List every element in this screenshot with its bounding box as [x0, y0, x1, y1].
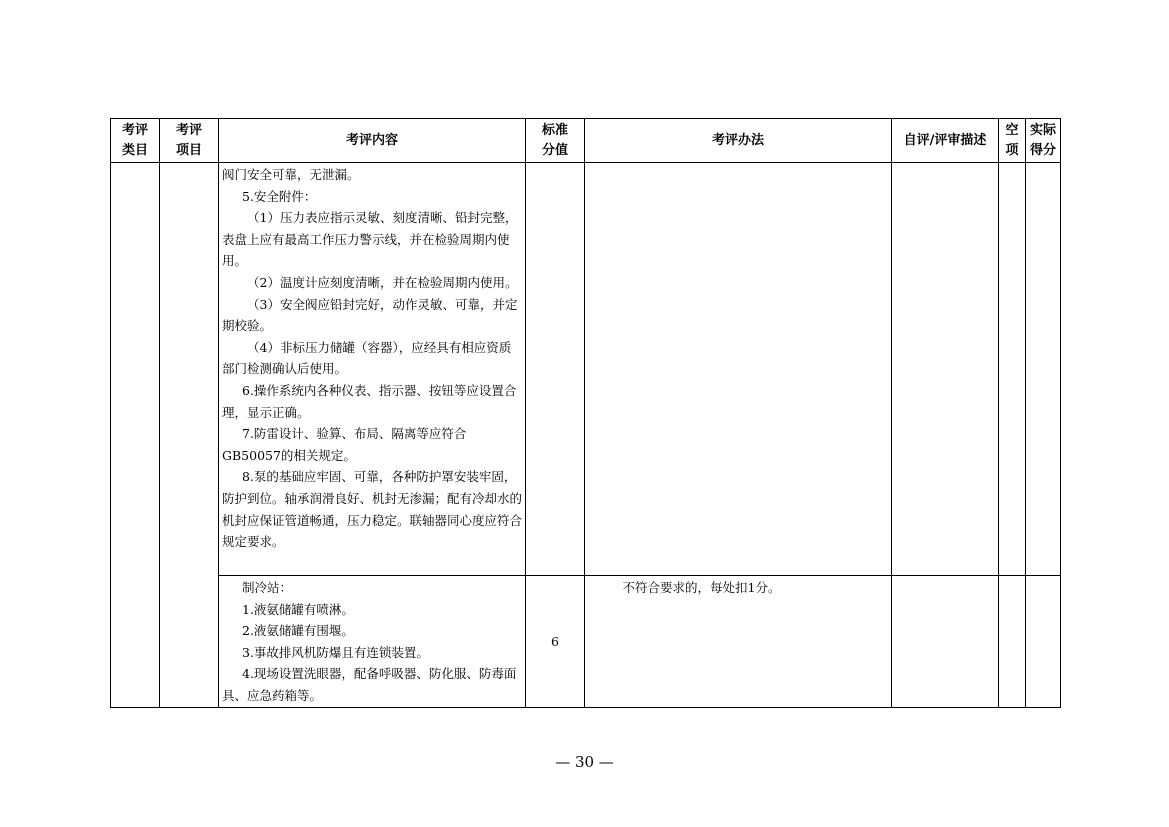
header-self-eval: 自评/评审描述	[892, 119, 999, 163]
content-line: 4.现场设置洗眼器，配备呼吸器、防化服、防毒面具、应急药箱等。	[222, 666, 517, 703]
content-line: 5.安全附件：	[242, 188, 317, 204]
content-line: 6.操作系统内各种仪表、指示器、按钮等应设置合理，显示正确。	[222, 382, 517, 420]
content-cell	[219, 163, 526, 576]
score-cell	[526, 163, 585, 576]
self-eval-cell[interactable]	[892, 163, 999, 576]
method-cell	[585, 163, 892, 576]
content-line: 8.泵的基础应牢固、可靠，各种防护罩安装牢固，防护到位。轴承润滑良好、机封无渗漏；配有冷却水的机封应保证管道畅通，压力稳定。联轴器同心度应符合规定要求。	[222, 469, 523, 550]
category-cell	[111, 163, 160, 708]
page-number: — 30 —	[555, 753, 614, 771]
content-line: （4）非标压力储罐（容器），应经具有相应资质部门检测确认后使用。	[222, 339, 512, 377]
evaluation-table	[110, 118, 1061, 708]
empty-cell[interactable]	[999, 163, 1026, 576]
header-actual: 实际 得分	[1026, 119, 1061, 163]
content-line: 1.液氨储罐有喷淋。	[242, 601, 354, 617]
content-cell	[219, 576, 526, 708]
content-line: 3.事故排风机防爆且有连锁装置。	[242, 644, 429, 660]
content-line: （2）温度计应刻度清晰，并在检验周期内使用。	[247, 274, 518, 290]
table-row	[111, 576, 1061, 708]
content-line: 7.防雷设计、验算、布局、隔离等应符合GB50057的相关规定。	[222, 426, 467, 463]
table-row	[111, 163, 1061, 576]
header-row	[111, 119, 1061, 163]
header-content: 考评内容	[219, 119, 526, 163]
actual-score-cell[interactable]	[1026, 576, 1061, 708]
content-line: 阀门安全可靠，无泄漏。	[222, 167, 360, 182]
actual-score-cell[interactable]	[1026, 163, 1061, 576]
content-line: 制冷站：	[242, 580, 293, 595]
header-category: 考评 类目	[111, 119, 160, 163]
content-line: （1）压力表应指示灵敏、刻度清晰、铅封完整，表盘上应有最高工作压力警示线，并在检验周期内使用。	[222, 210, 518, 269]
item-cell	[160, 163, 219, 708]
empty-cell[interactable]	[999, 576, 1026, 708]
header-item: 考评 项目	[160, 119, 219, 163]
header-empty: 空 项	[999, 119, 1026, 163]
header-score: 标准 分值	[526, 119, 585, 163]
score-cell: 6	[526, 576, 585, 708]
content-line: 2.液氨储罐有围堰。	[242, 623, 354, 639]
self-eval-cell[interactable]	[892, 576, 999, 708]
method-cell: 不符合要求的，每处扣1分。	[585, 576, 892, 708]
content-line: （3）安全阀应铅封完好，动作灵敏、可靠，并定期校验。	[222, 296, 518, 334]
header-method: 考评办法	[585, 119, 892, 163]
